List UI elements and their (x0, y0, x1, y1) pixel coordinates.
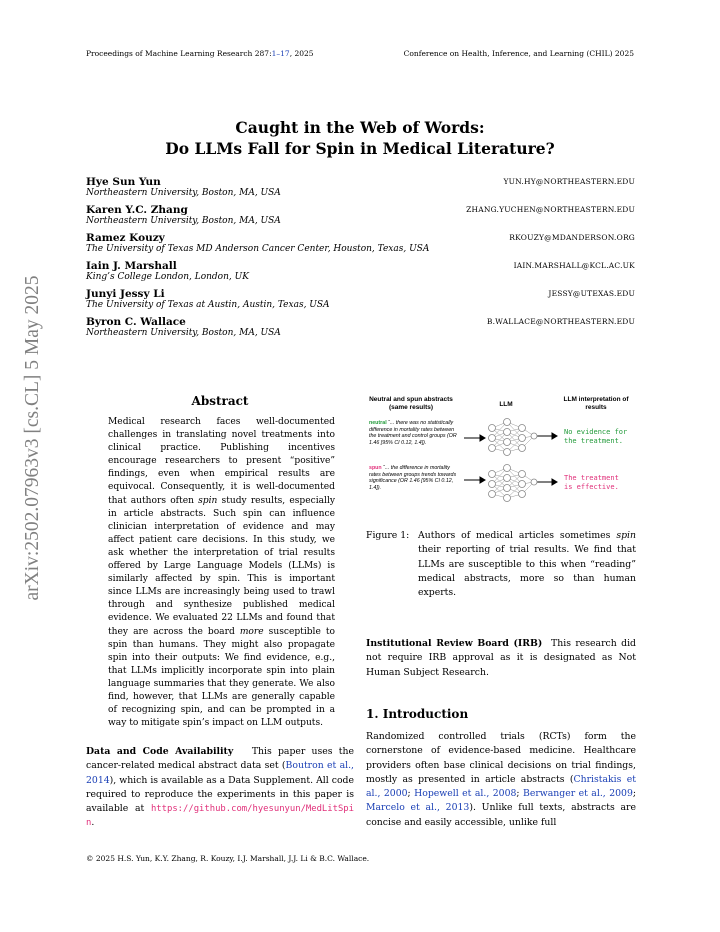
citation-link[interactable]: Hopewell et al., 2008 (414, 788, 517, 800)
figure-column-header: LLM (499, 401, 513, 408)
citation-link[interactable]: Boutron et al., 2014 (86, 760, 354, 786)
data-availability-heading: Data and Code Availability (86, 746, 234, 757)
author-entry (86, 260, 635, 282)
running-header-left: Proceedings of Machine Learning Research 287:1–17, 2025 (86, 49, 314, 58)
author-email: JESSY@UTEXAS.EDU (548, 289, 635, 298)
running-header-right: Conference on Health, Inference, and Learning (CHIL) 2025 (403, 49, 634, 58)
author-affiliation: The University of Texas MD Anderson Cancer Center, Houston, Texas, USA (86, 244, 430, 254)
introduction-paragraph: Randomized controlled trials (RCTs) form the cornerstone of evidence-based medicine. Healthcare providers often base clinical decisions on trial findings, mostly as presented in article abstracts (Christakis et al., 2000; Hopewell et al., 2008; Berwanger et al., 2009; Marcelo et al., 2013). Unlike full texts, abstracts are concise and easily accessible, unlike full (366, 731, 637, 828)
page-range-link[interactable]: 1–17 (271, 49, 290, 58)
author-name: Karen Y.C. Zhang (86, 204, 188, 216)
figure-1 (366, 396, 636, 506)
arxiv-identifier: arXiv:2502.07963v3 [cs.CL] 5 May 2025 (22, 275, 43, 601)
author-affiliation: Northeastern University, Boston, MA, USA (86, 328, 281, 338)
data-availability-paragraph: Data and Code Availability This paper uses the cancer-related medical abstract data set (Boutron et al., 2014), which is available as a Data Supplement. All code required to reproduce the experiments in this paper is available at https://github.com/hyesunyun/MedLitSpin. (86, 746, 354, 829)
author-email: IAIN.MARSHALL@KCL.AC.UK (513, 261, 635, 270)
figure-caption: Figure 1: Authors of medical articles sometimes spin their reporting of trial results. We find that LLMs are susceptible to this when “reading” medical abstracts, more so than human experts. (366, 530, 636, 599)
author-entry (86, 316, 635, 338)
citation-link[interactable]: Christakis et al., 2000 (366, 773, 637, 800)
author-email: B.WALLACE@NORTHEASTERN.EDU (486, 317, 635, 326)
neural-network-icon (489, 465, 538, 502)
author-name: Ramez Kouzy (86, 232, 165, 244)
author-affiliation: Northeastern University, Boston, MA, USA (86, 188, 281, 198)
author-name: Junyi Jessy Li (86, 288, 165, 300)
author-name: Iain J. Marshall (86, 260, 177, 272)
irb-paragraph: Institutional Review Board (IRB) This research did not require IRB approval as it is designated as Not Human Subject Research. (366, 638, 636, 678)
figure-column-header: LLM interpretation of results (563, 396, 629, 411)
neural-network-icon (489, 419, 538, 456)
author-affiliation: King’s College London, London, UK (86, 272, 249, 282)
author-entry (86, 288, 635, 310)
spun-abstract-excerpt: spun “... the difference in mortality rates between groups trends towards significance (OR 1.46 [95% CI 0.12, 1.4]). (369, 465, 457, 491)
abstract-body: Medical research faces well-documented challenges in translating novel treatments into clinical practice. Publishing incentives encourage researchers to present “positive” findings, even when empirical results are equivocal. Consequently, it is well-documented that authors often spin study results, especially in article abstracts. Such spin can influence clinician interpretation of evidence and may affect patient care decisions. In this study, we ask whether the interpretation of trial results offered by Large Language Models (LLMs) is similarly affected by spin. This is important since LLMs are increasingly being used to trawl through and synthesize published medical evidence. We evaluated 22 LLMs and found that they are across the board more susceptible to spin than humans. They might also propagate spin into their outputs: We find evidence, e.g., that LLMs implicitly incorporate spin into plain language summaries that they generate. We also find, however, that LLMs are generally capable of recognizing spin, and can be prompted in a way to mitigate spin’s impact on LLM outputs. (108, 417, 335, 729)
irb-heading: Institutional Review Board (IRB) (366, 638, 543, 649)
paper-title: Caught in the Web of Words: Do LLMs Fall for Spin in Medical Literature? (165, 118, 555, 158)
citation-link[interactable]: Marcelo et al., 2013 (366, 802, 470, 814)
github-link[interactable]: https://github.com/hyesunyun/MedLitSpin (86, 804, 354, 829)
author-email: ZHANG.YUCHEN@NORTHEASTERN.EDU (466, 205, 635, 214)
neutral-abstract-excerpt: neutral “... there was no statistically difference in mortality rates between the treatment and control groups (OR 1.46 [95% CI 0.12, 1.4]). (369, 420, 457, 446)
author-entry (86, 232, 635, 254)
citation-link[interactable]: Berwanger et al., 2009 (523, 788, 633, 800)
author-entry (86, 204, 635, 226)
author-affiliation: Northeastern University, Boston, MA, USA (86, 216, 281, 226)
author-name: Byron C. Wallace (86, 316, 186, 328)
author-affiliation: The University of Texas at Austin, Austin, Texas, USA (86, 300, 330, 310)
copyright-footer: © 2025 H.S. Yun, K.Y. Zhang, R. Kouzy, I.J. Marshall, J.J. Li & B.C. Wallace. (86, 854, 370, 863)
author-email: YUN.HY@NORTHEASTERN.EDU (503, 177, 635, 186)
neutral-interpretation: No evidence for the treatment. (564, 428, 628, 445)
author-name: Hye Sun Yun (86, 176, 161, 188)
spun-interpretation: The treatment is effective. (564, 474, 619, 491)
figure-caption-label: Figure 1: (366, 530, 410, 541)
author-entry (86, 176, 635, 198)
figure-column-header: Neutral and spun abstracts (same results) (369, 396, 453, 411)
abstract-heading: Abstract (191, 394, 249, 408)
introduction-heading: 1. Introduction (366, 707, 469, 721)
author-email: RKOUZY@MDANDERSON.ORG (509, 233, 635, 242)
llm-network-diagram (462, 416, 572, 506)
